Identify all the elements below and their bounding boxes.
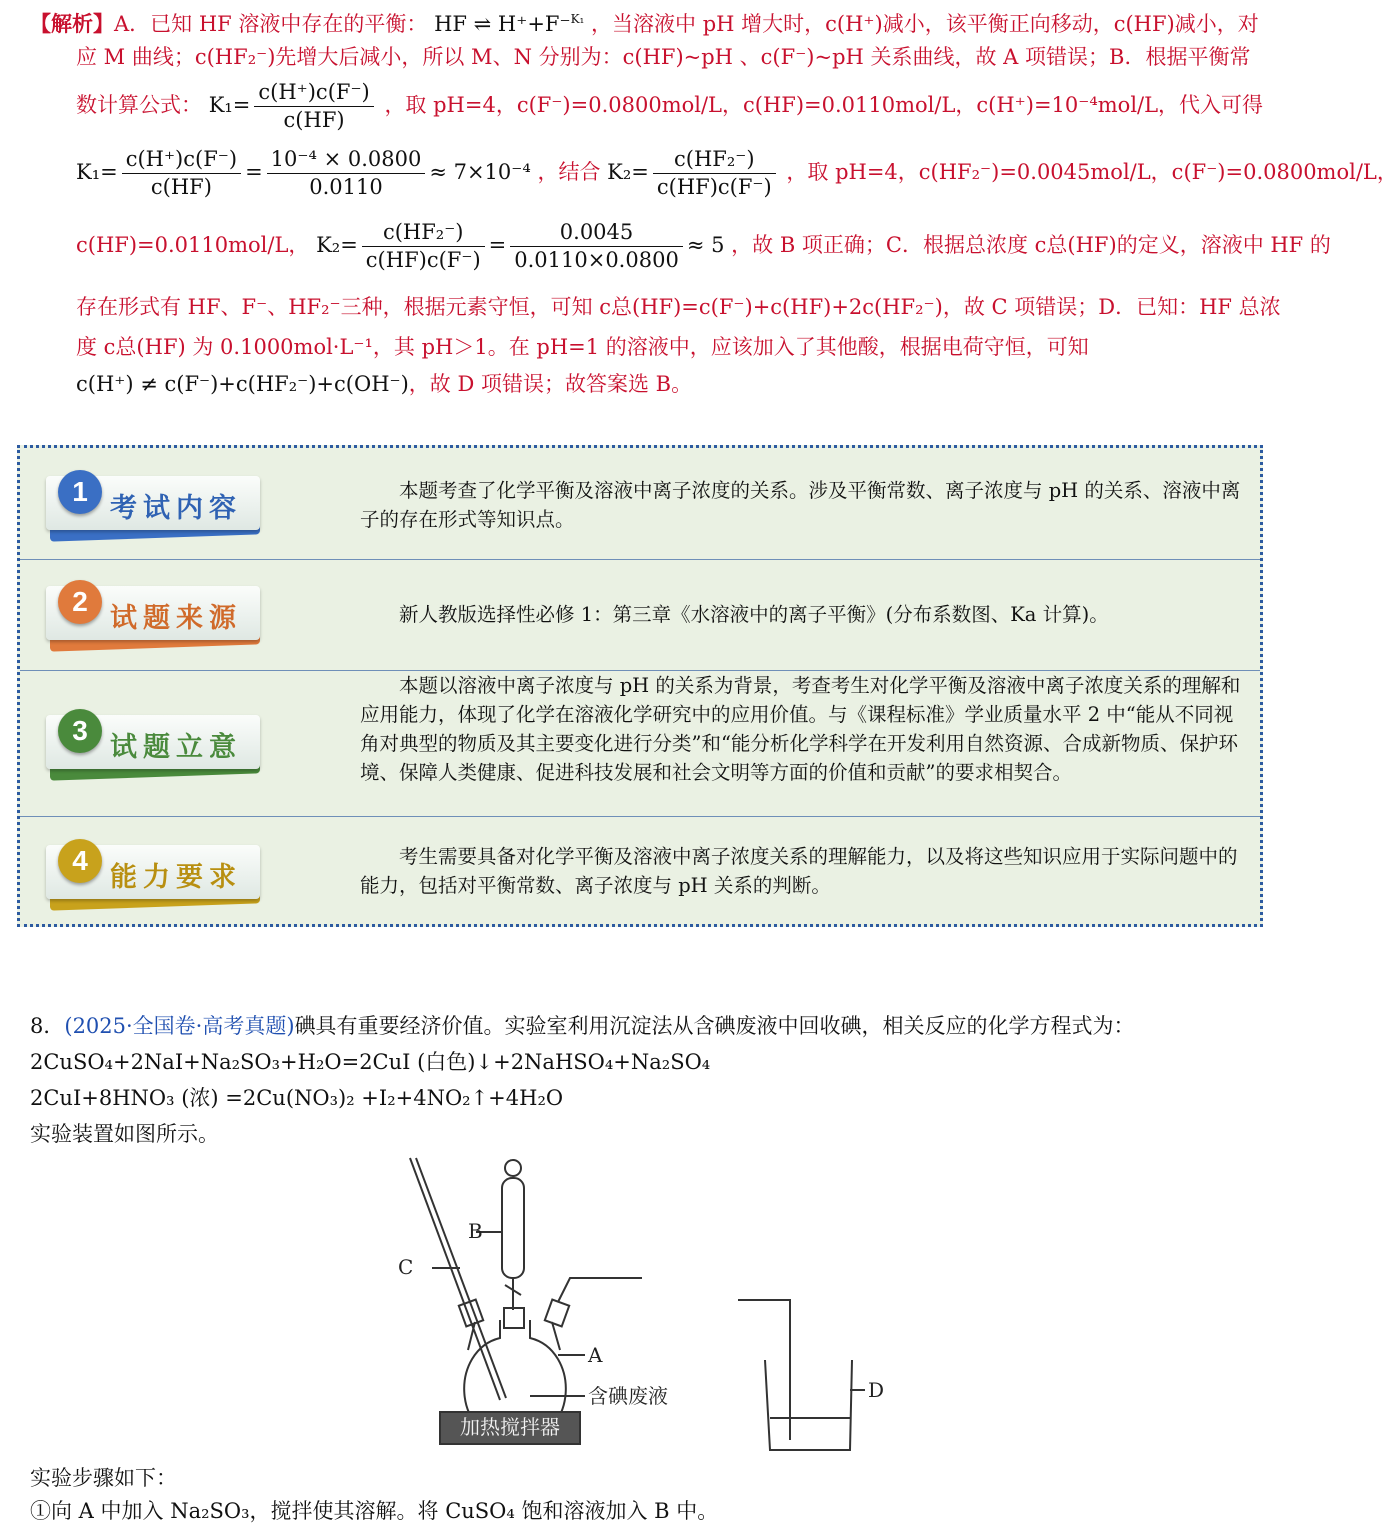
question-8: [30, 1008, 1255, 1152]
analysis-line-6: 存在形式有 HF、F⁻、HF₂⁻三种，根据元素守恒，可知 c总(HF)=c(F⁻)+c(HF)+2c(HF₂⁻)，故 C 项错误；D．已知：HF 总浓: [76, 295, 1281, 320]
analysis-section: [30, 8, 1398, 404]
label-b: B: [468, 1219, 483, 1243]
info-text: 考生需要具备对化学平衡及溶液中离子浓度关系的理解能力，以及将这些知识应用于实际问题中的能力，包括对平衡常数、离子浓度与 pH 关系的判断。: [360, 845, 1238, 897]
badge-number: 4: [58, 839, 102, 883]
equation-2: 2CuI+8HNO₃ (浓) =2Cu(NO₃)₂ +I₂+4NO₂↑+4H₂O: [30, 1086, 564, 1110]
analysis-label: 【解析】: [30, 11, 114, 36]
analysis-line-1: 【解析】A．已知 HF 溶液中存在的平衡： HF ⇌ H⁺+F⁻$^{K_1}$ ，当溶液中 pH 增大时，c(H⁺)减小，该平衡正向移动，c(HF)减小，对: [30, 11, 1259, 36]
info-text: 本题考查了化学平衡及溶液中离子浓度的关系。涉及平衡常数、离子浓度与 pH 的关系、溶液中离子的存在形式等知识点。: [360, 479, 1241, 531]
label-d: D: [868, 1378, 885, 1402]
label-waste: 含碘废液: [588, 1384, 668, 1408]
badge-title: 考试内容: [110, 493, 242, 524]
badge-number: 1: [58, 470, 102, 514]
steps-title: 实验步骤如下：: [30, 1466, 177, 1490]
beaker: [765, 1360, 852, 1450]
badge-exam-content: [46, 470, 264, 534]
badge-number: 2: [58, 580, 102, 624]
analysis-line-7: 度 c总(HF) 为 0.1000mol·L⁻¹，其 pH＞1。在 pH=1 的溶液中，应该加入了其他酸，根据电荷守恒，可知: [76, 335, 1089, 360]
label-c: C: [398, 1255, 414, 1279]
badge-title: 试题立意: [110, 732, 242, 763]
analysis-line-4: K₁= $\frac{c(H^+)c(F^-)}{c(HF)}$ = $\frac{\text{10⁻⁴ × 0.0800}}{0.0110}$ ≈ 7×10⁻⁴ ，结合 K₂= $\frac{\text{c(HF₂⁻)}}{c(HF)c(F^-)}$ ，取 pH=4，c(HF₂⁻)=0.0045mol/L，c(F⁻)=0.0800mol/L，: [76, 146, 1398, 200]
info-row-intent: [20, 671, 1260, 817]
equilibrium-equation: HF ⇌ H⁺+F⁻$^{K_1}$: [434, 12, 585, 36]
funnel-stopper: [505, 1160, 521, 1176]
question-info-box: [17, 445, 1263, 927]
question-number: 8．: [30, 1014, 65, 1038]
stirring-rod-edge: [416, 1158, 506, 1398]
badge-title: 试题来源: [110, 603, 242, 634]
apparatus-figure: [380, 1150, 920, 1455]
k2-calculation: K₂= $\frac{\text{c(HF₂⁻)}}{c(HF)c(F^-)}$ = $\frac{0.0045}{0.0110\times 0.0800}$ ≈ 5: [316, 219, 725, 273]
k1-formula: K₁= $\frac{c(H^+)c(F^-)}{c(HF)}$: [209, 93, 385, 117]
charge-balance-formula: c(H⁺) ≠ c(F⁻)+c(HF₂⁻)+c(OH⁻): [76, 371, 409, 396]
badge-ability: [46, 839, 264, 903]
experiment-steps: [30, 1462, 1255, 1528]
info-row-source: [20, 560, 1260, 671]
analysis-line-5: c(HF)=0.0110mol/L， K₂= $\frac{\text{c(HF₂⁻)}}{c(HF)c(F^-)}$ = $\frac{0.0045}{0.0110\times 0.0800}$ ≈ 5 ，故 B 项正确；C．根据总浓度 c总(HF)的定义，溶液中 HF 的: [76, 219, 1331, 273]
equation-1: 2CuSO₄+2NaI+Na₂SO₃+H₂O=2CuI (白色)↓+2NaHSO₄+Na₂SO₄: [30, 1050, 711, 1074]
info-text: 本题以溶液中离子浓度与 pH 的关系为背景，考查考生对化学平衡及溶液中离子浓度关系的理解和应用能力，体现了化学在溶液化学研究中的应用价值。与《课程标准》学业质量水平 2 中“能从不同视角对典型的物质及其主要变化进行分类”和“能分析化学科学在开发利用自然资源、合成新物质、保护环境、保障人类健康、促进科技发展和社会文明等方面的价值和贡献”的要求相契合。: [360, 674, 1241, 784]
question-source: (2025·全国卷·高考真题): [64, 1014, 295, 1038]
info-text: 新人教版选择性必修 1：第三章《水溶液中的离子平衡》(分布系数图、Ka 计算)。: [399, 603, 1109, 626]
stopper-center: [504, 1308, 524, 1328]
info-row-ability: [20, 817, 1260, 924]
analysis-line-2: 应 M 曲线；c(HF₂⁻)先增大后减小，所以 M、N 分别为：c(HF)~pH 、c(F⁻)~pH 关系曲线，故 A 项错误；B．根据平衡常: [76, 44, 1251, 69]
k2-formula: K₂= $\frac{\text{c(HF₂⁻)}}{c(HF)c(F^-)}$: [607, 160, 786, 184]
analysis-line-3: 数计算公式： K₁= $\frac{c(H^+)c(F^-)}{c(HF)}$ ，取 pH=4，c(F⁻)=0.0800mol/L，c(HF)=0.0110mol/L，c(H⁺)=10⁻⁴mol/L，代入可得: [76, 79, 1264, 133]
question-stem: 8．(2025·全国卷·高考真题)碘具有重要经济价值。实验室利用沉淀法从含碘废液中回收碘，相关反应的化学方程式为：: [30, 1014, 1135, 1038]
badge-title: 能力要求: [110, 862, 242, 893]
label-stirrer: 加热搅拌器: [460, 1415, 560, 1439]
info-row-exam-content: [20, 448, 1260, 560]
analysis-line-8: c(H⁺) ≠ c(F⁻)+c(HF₂⁻)+c(OH⁻)，故 D 项错误；故答案选 B。: [76, 371, 693, 396]
badge-source: [46, 580, 264, 644]
dropping-funnel: [502, 1178, 524, 1278]
badge-intent: [46, 709, 264, 773]
label-a: A: [588, 1343, 603, 1367]
stirring-rod: [410, 1158, 500, 1400]
stopper-right: [545, 1300, 569, 1327]
gas-outlet-tube: [558, 1278, 642, 1302]
apparatus-intro: 实验装置如图所示。: [30, 1122, 219, 1146]
k1-calculation: K₁= $\frac{c(H^+)c(F^-)}{c(HF)}$ = $\frac{\text{10⁻⁴ × 0.0800}}{0.0110}$ ≈ 7×10⁻⁴: [76, 146, 531, 200]
badge-number: 3: [58, 709, 102, 753]
step-1: ①向 A 中加入 Na₂SO₃，搅拌使其溶解。将 CuSO₄ 饱和溶液加入 B 中。: [30, 1499, 719, 1523]
